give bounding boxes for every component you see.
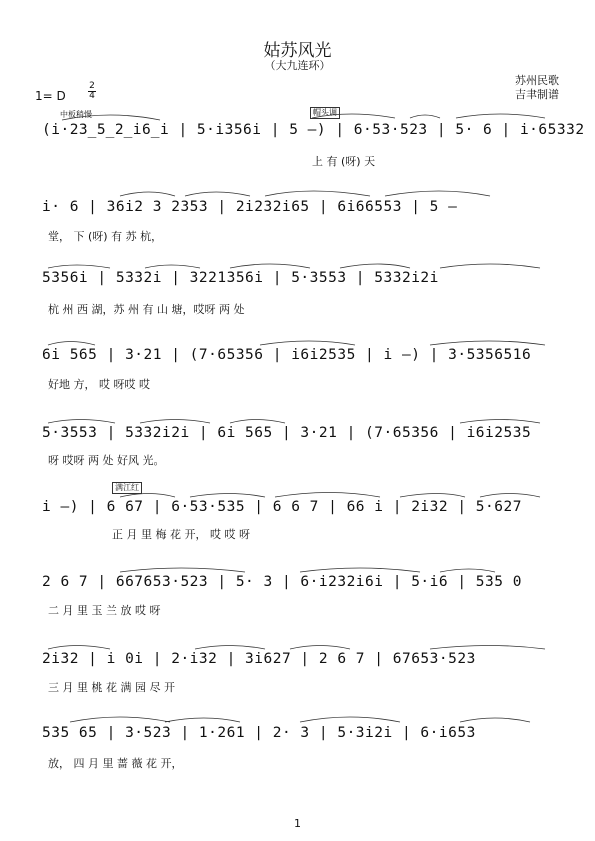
lyrics-row-4: 好地 方， 哎 呀哎 哎 (48, 378, 150, 391)
slur (70, 717, 170, 722)
slur (120, 192, 175, 196)
lyrics-row-6: 正 月 里 梅 花 开， 哎 哎 呀 (112, 528, 250, 541)
notation-row-6: i –) | 6 67 | 6·53·535 | 6 6 7 | 66 i | 2i32 | 5·627 (42, 499, 522, 515)
slur (460, 420, 540, 424)
meter-bottom: 4 (89, 91, 95, 101)
slur (185, 192, 250, 196)
arranger-credit: 吉聿制谱 (515, 88, 559, 101)
slur (165, 718, 240, 722)
slur (265, 191, 370, 196)
slur (460, 718, 530, 722)
slur (48, 265, 110, 268)
slur (145, 265, 200, 268)
slur (312, 114, 395, 118)
slur (48, 420, 115, 424)
tempo-marking: 中板稍慢 (60, 110, 92, 119)
song-title: 姑苏风光 (263, 41, 332, 61)
slur (120, 568, 245, 572)
notation-row-2: i· 6 | 36i2 3 2353 | 2i232i65 | 6i66553 | 5 – (42, 199, 458, 215)
lyrics-row-5: 呀 哎呀 两 处 好风 光。 (48, 454, 165, 467)
lyrics-row-9: 放， 四 月 里 蔷 薇 花 开， (48, 757, 183, 770)
slur (48, 646, 110, 650)
lyrics-row-3: 杭 州 西 湖，苏 州 有 山 塘，哎呀 两 处 (48, 303, 245, 316)
slur (440, 569, 495, 572)
notation-row-8: 2i32 | i 0i | 2·i32 | 3i627 | 2 6 7 | 67653·523 (42, 651, 476, 667)
meter-top: 2 (89, 81, 95, 91)
slur (48, 342, 95, 346)
slur (140, 420, 210, 424)
slur (385, 191, 490, 196)
slur (480, 494, 540, 498)
notation-row-4: 6i 565 | 3·21 | (7·65356 | i6i2535 | i –) | 3·5356516 (42, 347, 532, 363)
slur (300, 568, 420, 572)
slur (120, 494, 175, 498)
notation-row-5: 5·3553 | 5332i2i | 6i 565 | 3·21 | (7·65356 | i6i2535 (42, 425, 532, 441)
section-label-maotoudiao: 帽头调 (310, 107, 340, 119)
slur (430, 646, 545, 650)
lyrics-row-2: 堂， 下 (呀) 有 苏 杭， (48, 230, 163, 243)
lyrics-row-7: 二 月 里 玉 兰 放 哎 呀 (48, 604, 161, 617)
slur (340, 264, 410, 268)
slur (410, 115, 440, 118)
slur (195, 646, 265, 650)
slur (290, 646, 350, 650)
slur (190, 494, 265, 498)
notation-row-9: 535 65 | 3·523 | 1·261 | 2· 3 | 5·3i2i | 6·i653 (42, 725, 476, 741)
section-label-manjianghong: 满江红 (112, 482, 142, 494)
slur (300, 717, 400, 722)
slur (260, 341, 355, 345)
notation-row-3: 5356i | 5332i | 3221356i | 5·3553 | 5332i2i (42, 270, 439, 286)
slur (230, 420, 285, 424)
slur (230, 264, 310, 268)
slur (440, 264, 540, 268)
notation-row-1: (i·23̲5̲2̲i6̲i | 5·i356i | 5 –) | 6·53·523 | 5· 6 | i·65332 (42, 122, 585, 138)
slur (400, 494, 465, 498)
notation-row-7: 2 6 7 | 667653·523 | 5· 3 | 6·i232i6i | 5·i6 | 535 0 (42, 574, 522, 590)
song-subtitle: （大九连环） (264, 59, 331, 72)
key-signature: 1= D (35, 89, 66, 103)
slur (456, 114, 545, 118)
slur (430, 341, 545, 345)
slur (275, 493, 380, 498)
page-number: 1 (294, 817, 301, 830)
lyrics-row-1: 上 有 (呀) 天 (312, 155, 376, 168)
lyrics-row-8: 三 月 里 桃 花 满 园 尽 开 (48, 681, 175, 694)
slur (62, 115, 160, 120)
origin-credit: 苏州民歌 (515, 74, 559, 87)
